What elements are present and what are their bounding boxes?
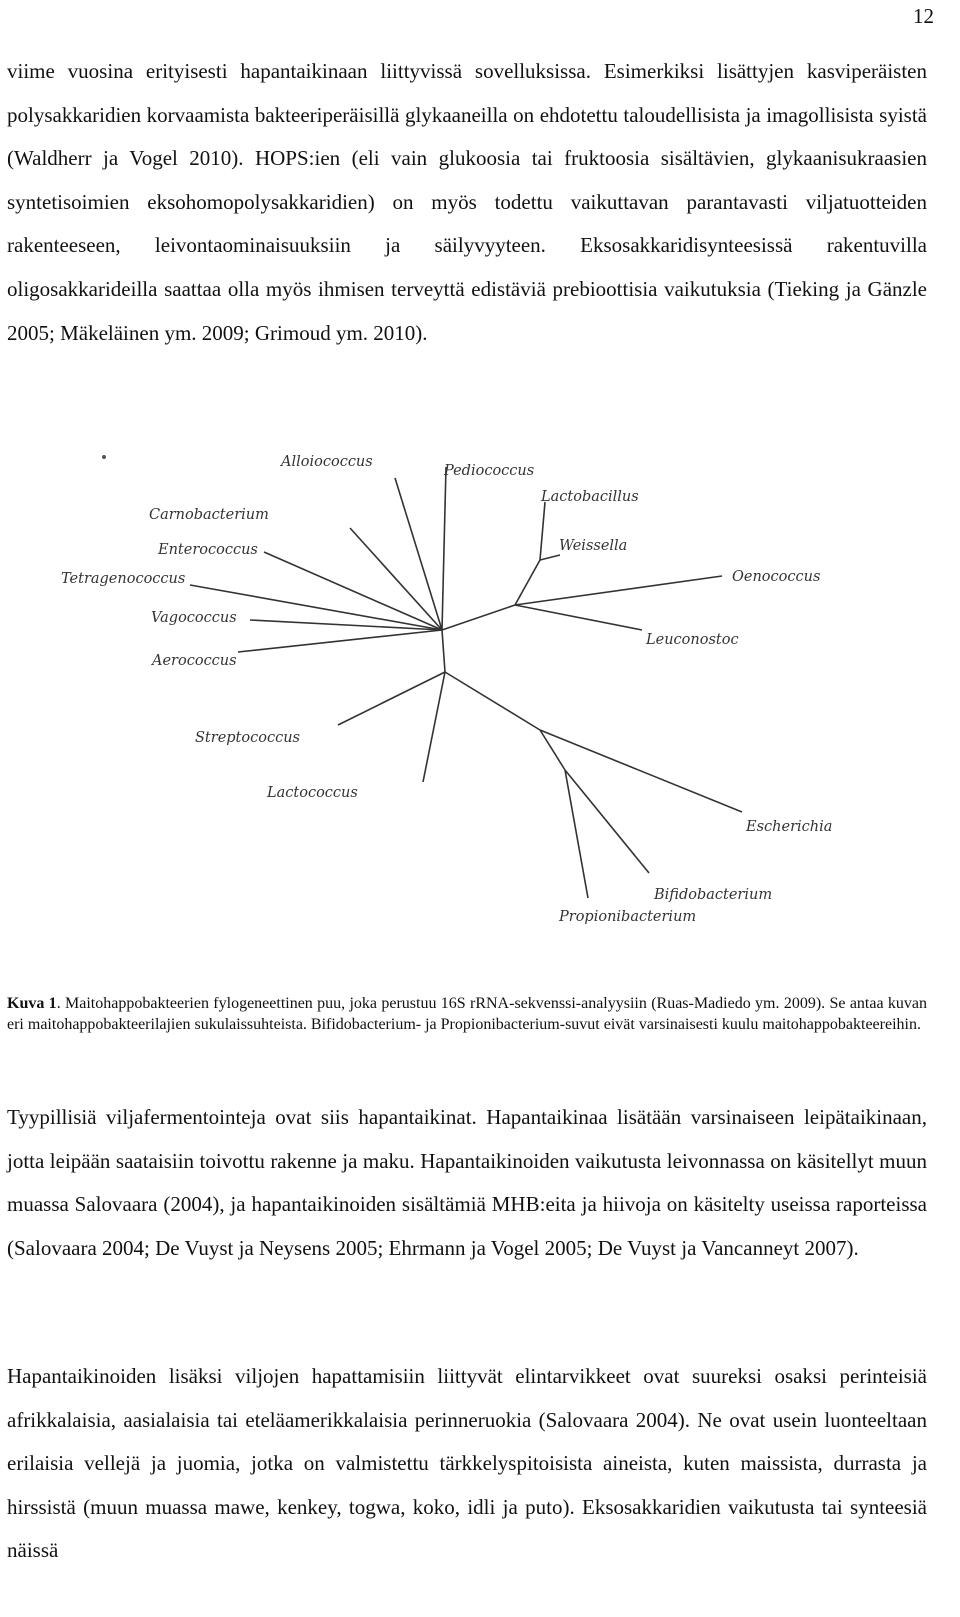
branch-weissella (540, 555, 560, 560)
label-leuconostoc: Leuconostoc (646, 632, 739, 648)
branch-leuconostoc (515, 605, 642, 630)
label-propionibacterium: Propionibacterium (559, 909, 697, 925)
label-lactobacillus: Lactobacillus (541, 489, 639, 505)
label-escherichia: Escherichia (746, 819, 833, 835)
label-bifidobacterium: Bifidobacterium (654, 887, 773, 903)
speck-mark (102, 455, 106, 459)
paragraph-bottom: Hapantaikinoiden lisäksi viljojen hapattamisiin liittyvät elintarvikkeet ovat suureksi osaksi perinteisiä afrikkalaisia, aasialaisia tai eteläamerikkalaisia perinneruokia (Salovaara 2004). Ne ovat usein luonteeltaan erilaisia vellejä ja juomia, jotka on valmistettu tärkkelyspitoisista aineista, kuten maissista, durrasta ja hirssistä (muun muassa mawe, kenkey, togwa, koko, idli ja puto). Eksosakkaridien vaikutusta tai synteesiä näissä (7, 1364, 927, 1563)
branch-lactobacillus (540, 502, 545, 560)
branch-actinobacteria (540, 730, 565, 770)
branch-alloiococcus (395, 478, 442, 630)
phylogenetic-tree-figure (50, 440, 910, 940)
phylogenetic-tree (50, 440, 910, 940)
branch-stem (442, 630, 445, 672)
branch-propionibacterium (565, 770, 588, 898)
label-streptococcus: Streptococcus (195, 730, 300, 746)
label-lactococcus: Lactococcus (267, 785, 358, 801)
branch-weissella-lactobacillus-node (515, 560, 540, 605)
figure-caption-text: . Maitohappobakteerien fylogeneettinen puu, joka perustuu 16S rRNA-sekvenssi-analyysiin (Ruas-Madiedo ym. 2009). Se antaa kuvan eri maitohappobakteerilajien sukulaissuhteista. Bifidobacterium- ja Propionibacterium-suvut eivät varsinaisesti kuulu maitohappobakteereihin. (7, 995, 928, 1033)
paragraph-top: viime vuosina erityisesti hapantaikinaan liittyvissä sovelluksissa. Esimerkiksi lisättyjen kasviperäisten polysakkaridien korvaamista bakteeriperäisillä glykaaneilla on ehdotettu taloudellisista ja imagollisista syistä (Waldherr ja Vogel 2010). HOPS:ien (eli vain glukoosia tai fruktoosia sisältävien, glykaanisukraasien syntetisoimien eksohomopolysakkaridien) on myös todettu vaikuttavan parantavasti viljatuotteiden rakenteeseen, leivontaominaisuuksiin ja säilyvyyteen. Eksosakkaridisynteesissä rakentuvilla oligosakkarideilla saattaa olla myös ihmisen terveyttä edistäviä prebioottisia vaikutuksia (Tieking ja Gänzle 2005; Mäkeläinen ym. 2009; Grimoud ym. 2010). (7, 59, 927, 345)
branch-streptococcus (338, 672, 445, 725)
label-carnobacterium: Carnobacterium (149, 507, 269, 523)
label-oenococcus: Oenococcus (732, 569, 821, 585)
branch-pediococcus (442, 467, 446, 630)
figure-caption-label: Kuva 1 (7, 995, 57, 1012)
label-tetragenococcus: Tetragenococcus (61, 571, 186, 587)
page-number: 12 (913, 4, 934, 28)
branch-enterococcus (264, 552, 442, 630)
label-enterococcus: Enterococcus (158, 542, 258, 558)
label-pediococcus: Pediococcus (444, 463, 535, 479)
figure-caption (7, 993, 927, 1035)
label-vagococcus: Vagococcus (151, 610, 237, 626)
label-alloiococcus: Alloiococcus (281, 454, 373, 470)
branch-lacto-core (442, 605, 515, 630)
paragraph-middle: Tyypillisiä viljafermentointeja ovat siis hapantaikinat. Hapantaikinaa lisätään varsinaiseen leipätaikinaan, jotta leipään saataisiin toivottu rakenne ja maku. Hapantaikinoiden vaikutusta leivonnassa on käsitellyt muun muassa Salovaara (2004), ja hapantaikinoiden sisältämiä MHB:eita ja hiivoja on käsitelty useissa raporteissa (Salovaara 2004; De Vuyst ja Neysens 2005; Ehrmann ja Vogel 2005; De Vuyst ja Vancanneyt 2007). (7, 1105, 927, 1260)
branch-aerococcus (238, 630, 442, 652)
label-aerococcus: Aerococcus (152, 653, 237, 669)
branch-bifidobacterium (565, 770, 649, 873)
branch-oenococcus (515, 576, 722, 605)
branch-lactococcus (423, 672, 445, 782)
branch-carnobacterium (350, 528, 442, 630)
branch-outgroup (445, 672, 540, 730)
label-weissella: Weissella (559, 538, 628, 554)
